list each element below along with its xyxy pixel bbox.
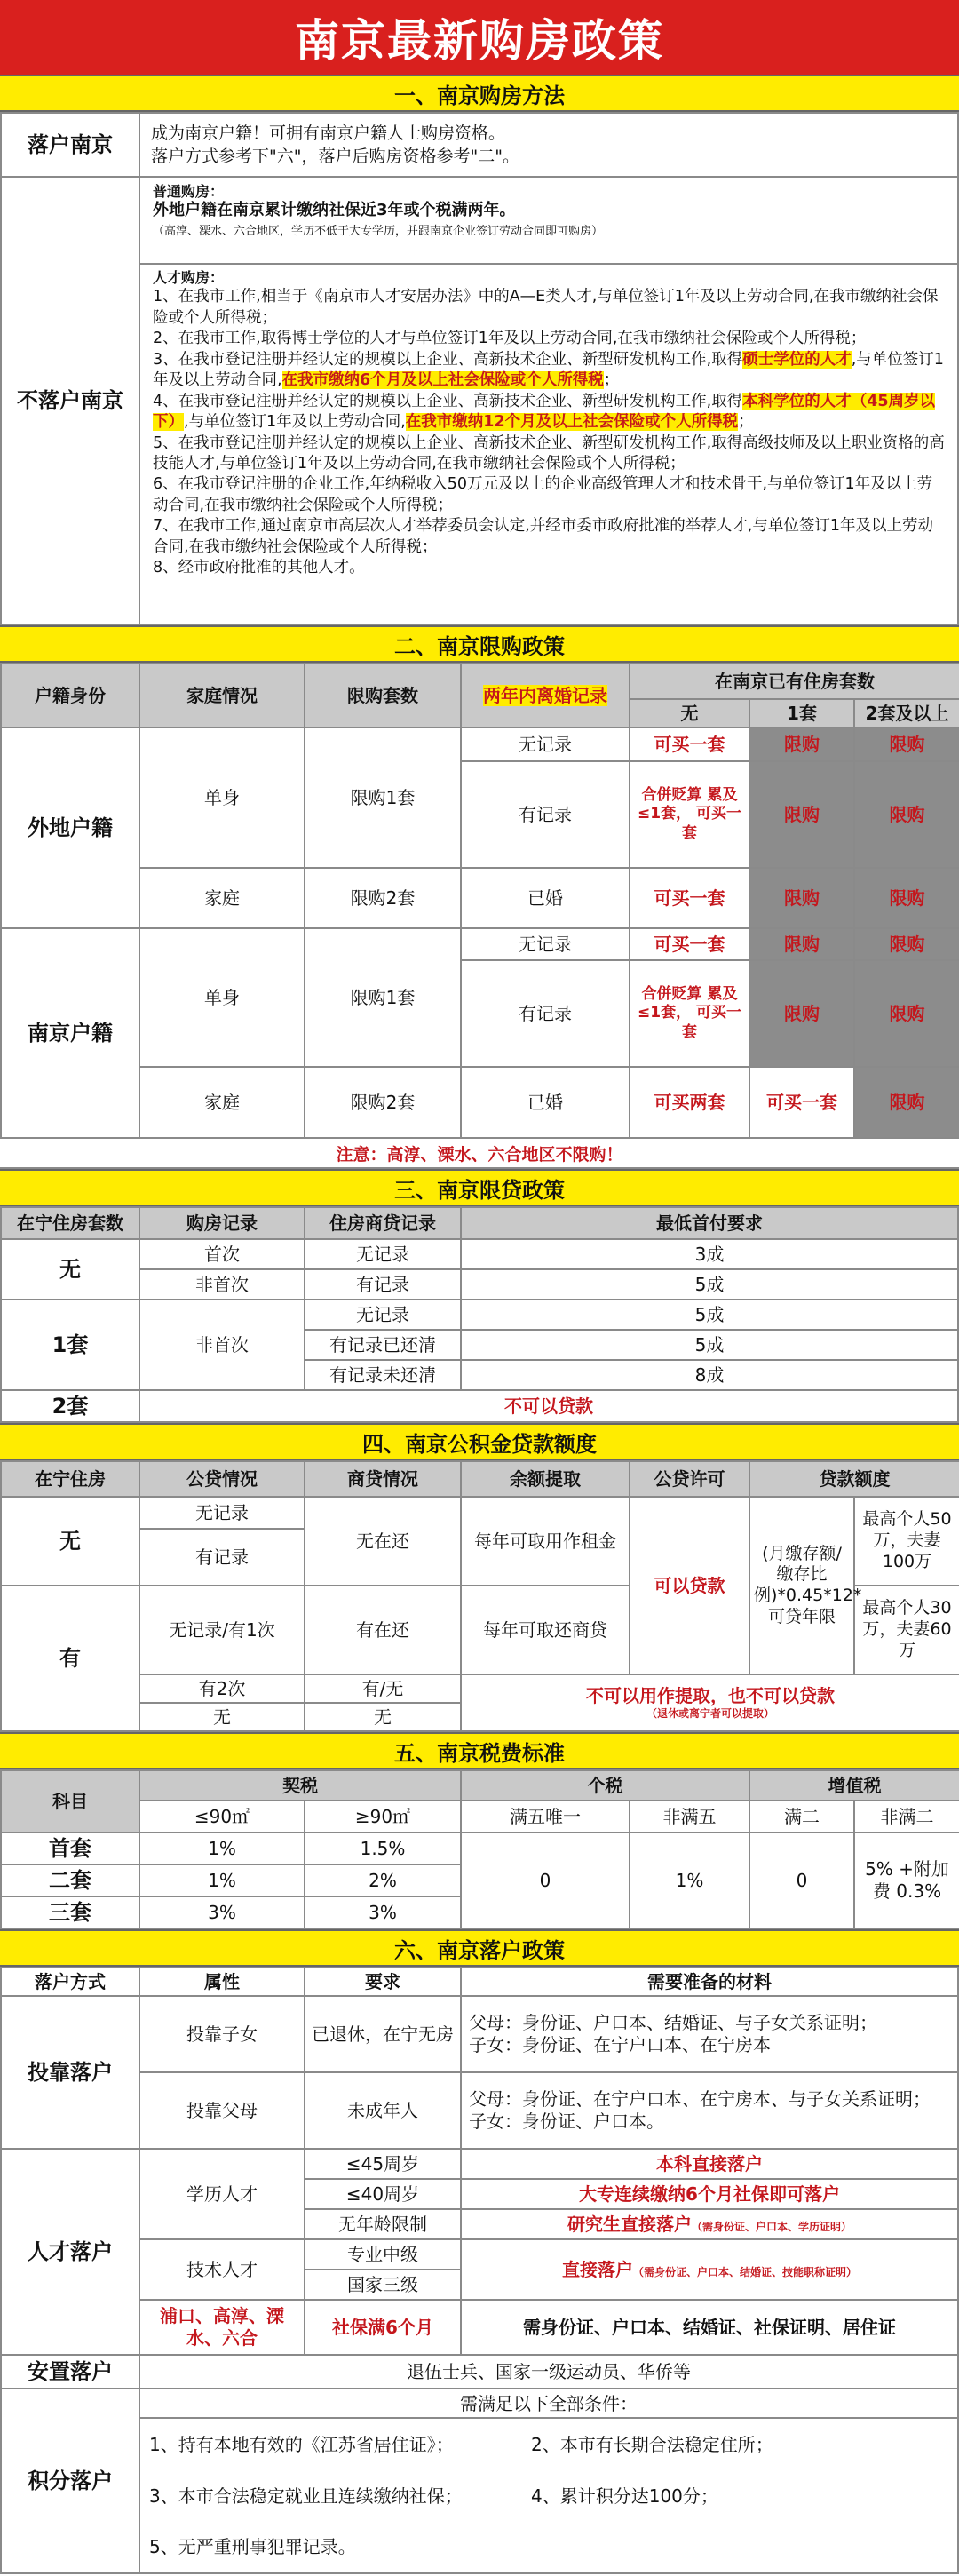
tx-zero: 0 bbox=[461, 1833, 630, 1928]
fl-not-repay: 无在还 bbox=[305, 1497, 461, 1586]
section-4-heading: 四、南京公积金贷款额度 bbox=[0, 1423, 959, 1460]
local-label: 南京户籍 bbox=[1, 928, 139, 1138]
st-parent: 投靠父母 bbox=[139, 2072, 305, 2149]
ll-p5c: 5成 bbox=[461, 1330, 958, 1360]
st-rtech-note: （需身份证、户口本、结婚证、技能职称证明） bbox=[632, 2265, 857, 2278]
st-retired: 已退休，在宁无房 bbox=[305, 1996, 461, 2072]
t4-b: ,与单位签订1年及以上劳动合同, bbox=[184, 413, 406, 432]
fl-repay: 每年可取还商贷 bbox=[461, 1586, 630, 1674]
ll-paid: 有记录已还清 bbox=[305, 1330, 461, 1360]
h-owned: 在南京已有住房套数 bbox=[630, 664, 959, 699]
st-points: 积分落户 bbox=[1, 2389, 139, 2573]
fl-nowithdraw: 不可以用作提取，也不可以贷款 bbox=[586, 1685, 835, 1706]
h-divorce-text: 两年内离婚记录 bbox=[483, 684, 607, 706]
talent-item-8: 8、经市政府批准的其他人才。 bbox=[153, 559, 365, 577]
tx-two-years: 满二 bbox=[749, 1801, 854, 1833]
loc-can1: 可买一套 bbox=[630, 928, 749, 960]
row-nonsettle-body bbox=[139, 177, 958, 624]
tx-not-two: 非满二 bbox=[854, 1801, 959, 1833]
st-rtech: 直接落户 bbox=[561, 2258, 633, 2280]
st-points-body bbox=[139, 2389, 958, 2573]
loc-fam-can1: 可买一套 bbox=[749, 1067, 854, 1138]
pts-title: 需满足以下全部条件： bbox=[140, 2390, 957, 2419]
loc-restrict-e: 限购 bbox=[854, 1067, 959, 1138]
ll-p5a: 5成 bbox=[461, 1269, 958, 1300]
h-family: 家庭情况 bbox=[139, 664, 305, 727]
tx-vat-rate: 5% +附加费 0.3% bbox=[854, 1833, 959, 1928]
h-limit: 限购套数 bbox=[305, 664, 461, 727]
tx-ge90: ≥90㎡ bbox=[305, 1801, 461, 1833]
fl-none: 无 bbox=[1, 1497, 139, 1586]
st-nat3: 国家三级 bbox=[305, 2270, 461, 2300]
settle-line-2: 落户方式参考下"六"，落户后购房资格参考"二"。 bbox=[151, 147, 519, 166]
st-r45: 本科直接落户 bbox=[461, 2149, 958, 2179]
t4-highlight: 本科学位的人才（45周岁以下） bbox=[153, 392, 936, 432]
st-age40: ≤40周岁 bbox=[305, 2179, 461, 2209]
t4-highlight-2: 在我市缴纳12个月及以上社会保险或个人所得税 bbox=[405, 413, 739, 432]
st-rno: 研究生直接落户 bbox=[567, 2213, 692, 2235]
normal-title: 普通购房： bbox=[153, 183, 225, 200]
fl-norec-once: 无记录/有1次 bbox=[139, 1586, 305, 1674]
talent-item-3 bbox=[153, 350, 945, 392]
h-one: 1套 bbox=[749, 699, 854, 727]
st-area-materials: 需身份证、户口本、结婚证、社保证明、居住证 bbox=[461, 2300, 958, 2355]
tx-vat: 增值税 bbox=[749, 1770, 959, 1801]
st-h3: 要求 bbox=[305, 1968, 461, 1996]
tx-t2: 3% bbox=[305, 1896, 461, 1928]
pts-1: 1、持有本地有效的《江苏省居住证》； bbox=[149, 2433, 454, 2455]
loc-limit2: 限购2套 bbox=[305, 1067, 461, 1138]
loc-hasrecord: 有记录 bbox=[461, 960, 630, 1067]
out-single: 单身 bbox=[139, 727, 305, 868]
fund-loan-table bbox=[0, 1460, 959, 1732]
out-family: 家庭 bbox=[139, 868, 305, 928]
fl-wu2: 无 bbox=[305, 1703, 461, 1731]
pts-grid bbox=[140, 2419, 957, 2572]
tx-s1: 1% bbox=[139, 1864, 305, 1896]
st-settle-materials: 退伍士兵、国家一级运动员、华侨等 bbox=[139, 2355, 958, 2389]
fl-rent: 每年可取用作租金 bbox=[461, 1497, 630, 1586]
ll-nonfirst2: 非首次 bbox=[139, 1300, 305, 1390]
section-1-heading: 一、南京购房方法 bbox=[0, 75, 959, 112]
tx-five-only: 满五唯一 bbox=[461, 1801, 630, 1833]
talent-item-1: 1、在我市工作,相当于《南京市人才安居办法》中的A—E类人才,与单位签订1年及以上劳动合同,在我市缴纳社会保险或个人所得税； bbox=[153, 288, 939, 327]
talent-title: 人才购房： bbox=[153, 269, 225, 286]
ll-h4: 最低首付要求 bbox=[461, 1207, 958, 1239]
pts-5: 5、无严重刑事犯罪记录。 bbox=[149, 2535, 356, 2557]
fl-nowithdraw-cell bbox=[461, 1674, 959, 1731]
fl-norec: 无记录 bbox=[139, 1497, 305, 1529]
talent-item-7: 7、在我市工作,通过南京市高层次人才举荐委员会认定,并经市委市政府批准的举荐人才,与单位签订1年及以上劳动合同,在我市缴纳社会保险或个人所得税； bbox=[153, 517, 933, 556]
st-child: 投靠子女 bbox=[139, 1996, 305, 2072]
t4-c: ； bbox=[738, 413, 754, 432]
tx-subject: 科目 bbox=[1, 1770, 139, 1833]
loc-limit1: 限购1套 bbox=[305, 928, 461, 1067]
tx-second: 二套 bbox=[1, 1864, 139, 1896]
st-parent-m1: 父母：身份证、在宁户口本、在宁房本、与子女关系证明； bbox=[469, 2088, 931, 2110]
loc-merged: 合併贬算 累及≤1套， 可买一套 bbox=[630, 960, 749, 1067]
fl-h3: 商贷情况 bbox=[305, 1461, 461, 1497]
row-settle-text bbox=[139, 113, 958, 177]
st-noage: 无年龄限制 bbox=[305, 2209, 461, 2239]
t3-highlight: 硕士学位的人才 bbox=[742, 350, 852, 369]
talent-purchase-block bbox=[140, 265, 957, 624]
loc-restrict-d: 限购 bbox=[854, 960, 959, 1067]
st-age45: ≤45周岁 bbox=[305, 2149, 461, 2179]
t3-c: ； bbox=[603, 371, 620, 390]
out-married: 已婚 bbox=[461, 868, 630, 928]
st-parent-materials bbox=[461, 2072, 958, 2149]
ll-p5b: 5成 bbox=[461, 1300, 958, 1330]
st-h1: 落户方式 bbox=[1, 1968, 139, 1996]
st-h4: 需要准备的材料 bbox=[461, 1968, 958, 1996]
st-child-materials bbox=[461, 1996, 958, 2072]
st-parent-m2: 子女：身份证、户口本。 bbox=[469, 2111, 664, 2132]
normal-text: 外地户籍在南京累计缴纳社保近3年或个税满两年。 bbox=[153, 201, 516, 219]
st-child-m1: 父母：身份证、户口本、结婚证、与子女关系证明； bbox=[469, 2012, 877, 2033]
st-pro-mid: 专业中级 bbox=[305, 2239, 461, 2270]
st-settle: 安置落户 bbox=[1, 2355, 139, 2389]
out-restrict-f: 限购 bbox=[854, 868, 959, 928]
ll-noloan: 不可以贷款 bbox=[139, 1390, 958, 1422]
st-rtech-cell bbox=[461, 2239, 958, 2300]
loc-family: 家庭 bbox=[139, 1067, 305, 1138]
tx-t1: 3% bbox=[139, 1896, 305, 1928]
ll-h1: 在宁住房套数 bbox=[1, 1207, 139, 1239]
h-two: 2套及以上 bbox=[854, 699, 959, 727]
loc-norecord: 无记录 bbox=[461, 928, 630, 960]
st-h2: 属性 bbox=[139, 1968, 305, 1996]
ll-unpaid: 有记录未还清 bbox=[305, 1360, 461, 1390]
out-hasrecord: 有记录 bbox=[461, 761, 630, 868]
loc-restrict-a: 限购 bbox=[749, 928, 854, 960]
ll-two: 2套 bbox=[1, 1390, 139, 1422]
talent-item-6: 6、在我市登记注册的企业工作,年纳税收入50万元及以上的企业高级管理人才和技术骨干,与单位签订1年及以上劳动合同,在我市缴纳社会保险或个人所得税； bbox=[153, 475, 933, 514]
talent-item-4 bbox=[153, 392, 945, 433]
h-none: 无 bbox=[630, 699, 749, 727]
normal-purchase-block bbox=[140, 178, 957, 265]
section-2-heading: 二、南京限购政策 bbox=[0, 625, 959, 663]
tx-s2: 2% bbox=[305, 1864, 461, 1896]
fl-h6: 贷款额度 bbox=[749, 1461, 959, 1497]
fl-repaying: 有在还 bbox=[305, 1586, 461, 1674]
out-restrict-e: 限购 bbox=[749, 868, 854, 928]
ll-norec1: 无记录 bbox=[305, 1239, 461, 1269]
out-restrict-a: 限购 bbox=[749, 727, 854, 761]
purchase-limit-table bbox=[0, 663, 959, 1139]
st-r40: 大专连续缴纳6个月社保即可落户 bbox=[461, 2179, 958, 2209]
fl-h5: 公贷许可 bbox=[630, 1461, 749, 1497]
ll-first: 首次 bbox=[139, 1239, 305, 1269]
pts-3: 3、本市合法稳定就业且连续缴纳社保； bbox=[149, 2485, 463, 2507]
loc-restrict-c: 限购 bbox=[749, 960, 854, 1067]
tx-f2: 1.5% bbox=[305, 1833, 461, 1864]
tx-f1: 1% bbox=[139, 1833, 305, 1864]
loc-restrict-b: 限购 bbox=[854, 928, 959, 960]
tx-third: 三套 bbox=[1, 1896, 139, 1928]
tx-le90: ≤90㎡ bbox=[139, 1801, 305, 1833]
st-ss6: 社保满6个月 bbox=[305, 2300, 461, 2355]
loc-married: 已婚 bbox=[461, 1067, 630, 1138]
out-can1: 可买一套 bbox=[630, 727, 749, 761]
out-limit1: 限购1套 bbox=[305, 727, 461, 868]
st-edu: 学历人才 bbox=[139, 2149, 305, 2239]
t3-b: ,与单位签订1年及以上劳动合同, bbox=[153, 350, 944, 390]
row-settle-label: 落户南京 bbox=[1, 113, 139, 177]
out-restrict-c: 限购 bbox=[749, 761, 854, 868]
st-talent: 人才落户 bbox=[1, 2149, 139, 2355]
ll-none: 无 bbox=[1, 1239, 139, 1300]
fl-max2: 最高个人30万，夫妻60万 bbox=[854, 1586, 959, 1674]
tx-one: 1% bbox=[630, 1833, 749, 1928]
purchase-method-table bbox=[0, 112, 959, 625]
st-rno-cell bbox=[461, 2209, 958, 2239]
out-restrict-b: 限购 bbox=[854, 727, 959, 761]
loan-limit-table bbox=[0, 1206, 959, 1423]
out-limit2: 限购2套 bbox=[305, 868, 461, 928]
tx-vat-zero: 0 bbox=[749, 1833, 854, 1928]
fl-wu1: 无 bbox=[139, 1703, 305, 1731]
st-minor: 未成年人 bbox=[305, 2072, 461, 2149]
st-child-m2: 子女：身份证、在宁户口本、在宁房本 bbox=[469, 2034, 771, 2055]
st-rno-note: （需身份证、户口本、学历证明） bbox=[691, 2220, 852, 2233]
tax-table bbox=[0, 1769, 959, 1929]
loc-can2: 可买两套 bbox=[630, 1067, 749, 1138]
t3-highlight-2: 在我市缴纳6个月及以上社会保险或个人所得税 bbox=[281, 371, 604, 390]
out-fam-can1: 可买一套 bbox=[630, 868, 749, 928]
fl-hasrec: 有记录 bbox=[139, 1529, 305, 1586]
page-title: 南京最新购房政策 bbox=[0, 0, 959, 75]
section-3-heading: 三、南京限贷政策 bbox=[0, 1169, 959, 1206]
ll-h2: 购房记录 bbox=[139, 1207, 305, 1239]
out-restrict-d: 限购 bbox=[854, 761, 959, 868]
fl-you-wu: 有/无 bbox=[305, 1674, 461, 1703]
normal-note: （高淳、溧水、六合地区，学历不低于大专学历，并跟南京企业签订劳动合同即可购房） bbox=[153, 224, 604, 238]
ll-norec2: 无记录 bbox=[305, 1300, 461, 1330]
tx-not-five: 非满五 bbox=[630, 1801, 749, 1833]
ll-nonfirst: 非首次 bbox=[139, 1269, 305, 1300]
out-norecord: 无记录 bbox=[461, 727, 630, 761]
limit-note: 注意：高淳、溧水、六合地区不限购！ bbox=[0, 1139, 959, 1169]
fl-h1: 在宁住房 bbox=[1, 1461, 139, 1497]
pts-2: 2、本市有长期合法稳定住所； bbox=[531, 2433, 773, 2455]
fl-max1: 最高个人50万，夫妻100万 bbox=[854, 1497, 959, 1586]
tx-personal: 个税 bbox=[461, 1770, 749, 1801]
loc-single: 单身 bbox=[139, 928, 305, 1067]
st-tech: 技术人才 bbox=[139, 2239, 305, 2300]
tx-deed: 契税 bbox=[139, 1770, 461, 1801]
h-id: 户籍身份 bbox=[1, 664, 139, 727]
talent-item-2: 2、在我市工作,取得博士学位的人才与单位签订1年及以上劳动合同,在我市缴纳社会保险或个人所得税； bbox=[153, 330, 867, 348]
settle-line-1: 成为南京户籍！可拥有南京户籍人士购房资格。 bbox=[151, 123, 506, 143]
fl-h4: 余额提取 bbox=[461, 1461, 630, 1497]
fl-twice: 有2次 bbox=[139, 1674, 305, 1703]
section-6-heading: 六、南京落户政策 bbox=[0, 1929, 959, 1967]
talent-item-5: 5、在我市登记注册并经认定的规模以上企业、高新技术企业、新型研发机构工作,取得高级技师及以上职业资格的高技能人才,与单位签订1年及以上劳动合同,在我市缴纳社会保险或个人所得税； bbox=[153, 433, 945, 473]
fl-can-loan: 可以贷款 bbox=[630, 1497, 749, 1674]
fl-has: 有 bbox=[1, 1586, 139, 1731]
ll-p3: 3成 bbox=[461, 1239, 958, 1269]
fl-h2: 公贷情况 bbox=[139, 1461, 305, 1497]
ll-p8: 8成 bbox=[461, 1360, 958, 1390]
t3-a: 3、在我市登记注册并经认定的规模以上企业、高新技术企业、新型研发机构工作,取得 bbox=[153, 350, 743, 369]
st-tk: 投靠落户 bbox=[1, 1996, 139, 2149]
t4-a: 4、在我市登记注册并经认定的规模以上企业、高新技术企业、新型研发机构工作,取得 bbox=[153, 392, 743, 410]
ll-one: 1套 bbox=[1, 1300, 139, 1390]
pts-4: 4、累计积分达100分； bbox=[531, 2485, 718, 2507]
out-merged: 合併贬算 累及≤1套， 可买一套 bbox=[630, 761, 749, 868]
fl-nowithdraw-note: （退休或离宁者可以提取） bbox=[646, 1707, 774, 1720]
outside-label: 外地户籍 bbox=[1, 727, 139, 928]
tx-first: 首套 bbox=[1, 1833, 139, 1864]
h-divorce-record bbox=[461, 664, 630, 727]
st-areas: 浦口、高淳、溧水、六合 bbox=[139, 2300, 305, 2355]
ll-hasrec1: 有记录 bbox=[305, 1269, 461, 1300]
settle-table bbox=[0, 1967, 959, 2574]
row-nonsettle-label: 不落户南京 bbox=[1, 177, 139, 624]
fl-formula: (月缴存额/缴存比例)*0.45*12*可贷年限 bbox=[749, 1497, 854, 1674]
ll-h3: 住房商贷记录 bbox=[305, 1207, 461, 1239]
section-5-heading: 五、南京税费标准 bbox=[0, 1732, 959, 1769]
